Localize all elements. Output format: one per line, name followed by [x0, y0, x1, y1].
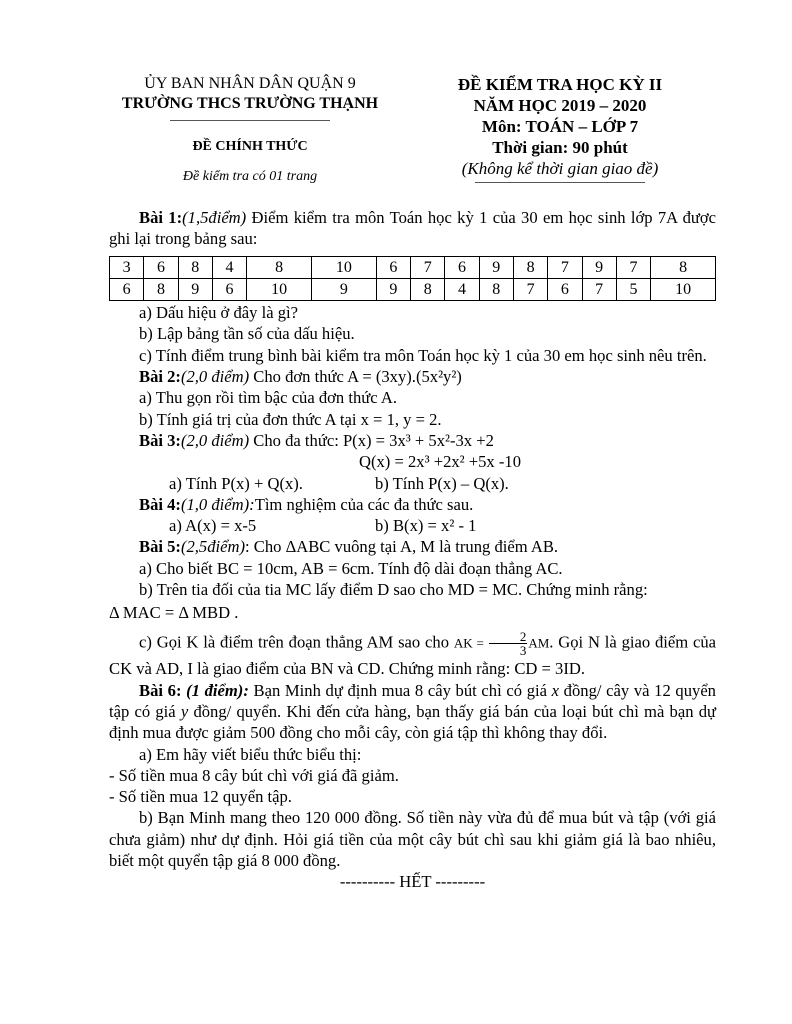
question-4	[109, 494, 716, 515]
table-row	[110, 256, 716, 278]
q6-points: (1 điểm):	[181, 680, 249, 700]
exam-title: ĐỀ KIỂM TRA HỌC KỲ II	[457, 75, 663, 94]
q2-text: Cho đơn thức A = (3xy).(5x²y²)	[249, 367, 462, 387]
table-cell: 7	[616, 256, 650, 278]
q2-points: (2,0 điểm)	[180, 367, 250, 387]
q3-a: a) Tính P(x) + Q(x).	[169, 473, 303, 493]
q1-text: Điểm kiểm tra môn Toán học kỳ 1 của 30 em học sinh lớp 7A được ghi lại trong bảng sau:	[109, 208, 716, 249]
q1-b: b) Lập bảng tần số của dấu hiệu.	[139, 324, 355, 344]
q5-text: : Cho ΔABC vuông tại A, M là trung điểm AB.	[245, 537, 559, 557]
table-cell: 8	[178, 256, 212, 278]
table-cell: 7	[582, 278, 616, 300]
table-cell: 9	[376, 278, 410, 300]
q2-label: Bài 2:	[139, 367, 181, 387]
question-3	[109, 430, 716, 451]
table-cell: 6	[376, 256, 410, 278]
end-marker: ---------- HẾT ---------	[339, 872, 486, 892]
table-cell: 9	[311, 278, 376, 300]
divider	[170, 120, 330, 121]
q6-b: b) Bạn Minh mang theo 120 000 đồng. Số tiền này vừa đủ để mua bút và tập (với giá chưa giảm) như dự định. Hỏi giá tiền của một cây bút chì sau khi giảm giá là bao nhiêu, biết một quyển tập giá 8 000 đồng.	[109, 808, 716, 871]
table-cell: 10	[247, 278, 312, 300]
table-cell: 8	[513, 256, 547, 278]
q5-c	[109, 630, 716, 680]
q4-text: Tìm nghiệm của các đa thức sau.	[254, 494, 474, 514]
q3-label: Bài 3:	[139, 430, 181, 450]
table-cell: 6	[445, 256, 479, 278]
subject: Môn: TOÁN – LỚP 7	[481, 117, 639, 136]
table-cell: 8	[247, 256, 312, 278]
divider	[475, 182, 645, 183]
table-cell: 4	[212, 256, 246, 278]
q3-q-polynomial: Q(x) = 2x³ +2x² +5x -10	[359, 452, 521, 472]
q4-b: b) B(x) = x² - 1	[375, 516, 477, 536]
q5-a: a) Cho biết BC = 10cm, AB = 6cm. Tính độ dài đoạn thẳng AC.	[139, 558, 563, 578]
q5-label: Bài 5:	[139, 537, 181, 557]
q5-c-post: . Gọi N là giao điểm của CK và AD, I là giao điểm của BN và CD. Chứng minh rằng: CD = 3ID.	[109, 631, 717, 678]
table-cell: 7	[411, 256, 445, 278]
q1-c: c) Tính điểm trung bình bài kiểm tra môn Toán học kỳ 1 của 30 em học sinh nêu trên.	[139, 345, 707, 365]
q3-b: b) Tính P(x) – Q(x).	[375, 473, 509, 493]
q1-points: (1,5điểm)	[182, 208, 247, 227]
table-cell: 6	[548, 278, 582, 300]
header-left	[100, 74, 400, 185]
q1-label: Bài 1:	[139, 208, 183, 227]
q6-text-3: đồng/ quyển. Khi đến cửa hàng, bạn thấy giá bán của loại bút chì mà bạn dự định mua được giảm 500 đồng cho mỗi cây, còn giá tập thì không thay đổi.	[109, 701, 717, 743]
question-6	[109, 680, 716, 744]
q6-var-x: x	[551, 680, 560, 700]
q2-b: b) Tính giá trị của đơn thức A tại x = 1, y = 2.	[139, 409, 442, 429]
official-label: ĐỀ CHÍNH THỨC	[192, 139, 308, 154]
q3-points: (2,0 điểm)	[180, 430, 250, 450]
table-cell: 5	[616, 278, 650, 300]
q3-text: Cho đa thức: P(x) = 3x³ + 5x²-3x +2	[249, 430, 494, 450]
q4-a: a) A(x) = x-5	[169, 516, 257, 536]
question-1	[109, 207, 716, 250]
table-cell: 8	[479, 278, 513, 300]
table-cell: 6	[144, 256, 178, 278]
fraction-numerator: 2	[489, 630, 528, 644]
table-cell: 4	[445, 278, 479, 300]
q1-a: a) Dấu hiệu ở đây là gì?	[139, 303, 298, 323]
duration: Thời gian: 90 phút	[492, 138, 628, 157]
school-year: NĂM HỌC 2019 – 2020	[473, 96, 647, 115]
table-row	[110, 278, 716, 300]
q4-points: (1,0 điểm):	[180, 494, 255, 514]
q6-a: a) Em hãy viết biểu thức biểu thị:	[139, 744, 362, 764]
q6-a2: - Số tiền mua 12 quyển tập.	[109, 787, 292, 807]
table-cell: 9	[582, 256, 616, 278]
table-cell: 10	[651, 278, 716, 300]
page-count-note: Đề kiểm tra có 01 trang	[182, 169, 318, 184]
fraction-two-thirds	[489, 630, 528, 657]
q5-c-pre: c) Gọi K là điểm trên đoạn thẳng AM sao cho	[139, 631, 454, 651]
q4-label: Bài 4:	[139, 494, 181, 514]
question-5	[109, 536, 716, 557]
q3-parts	[109, 473, 716, 494]
q5-b: b) Trên tia đối của tia MC lấy điểm D sao cho MD = MC. Chứng minh rằng:	[139, 580, 648, 600]
table-cell: 7	[513, 278, 547, 300]
q5-c-am: AM	[528, 634, 550, 650]
table-cell: 6	[212, 278, 246, 300]
q5-c-ak: AK =	[453, 634, 488, 650]
q2-a: a) Thu gọn rồi tìm bậc của đơn thức A.	[139, 388, 398, 408]
fraction-denominator: 3	[519, 642, 527, 658]
table-cell: 9	[479, 256, 513, 278]
q5-points: (2,5điểm)	[180, 537, 246, 557]
header-right	[410, 74, 710, 183]
q6-text-2: đồng/ cây và 12 quyển tập có giá	[109, 680, 716, 721]
q6-label: Bài 6:	[139, 680, 182, 700]
district-committee: ỦY BAN NHÂN DÂN QUẬN 9	[144, 75, 356, 92]
q4-parts	[109, 515, 716, 536]
table-cell: 7	[548, 256, 582, 278]
table-cell: 6	[110, 278, 144, 300]
table-cell: 10	[311, 256, 376, 278]
table-cell: 8	[651, 256, 716, 278]
scores-table	[109, 256, 716, 302]
table-cell: 8	[144, 278, 178, 300]
q6-a1: - Số tiền mua 8 cây bút chì với giá đã giảm.	[109, 765, 399, 785]
school-name: TRƯỜNG THCS TRƯỜNG THẠNH	[121, 95, 379, 112]
q6-text-1: Bạn Minh dự định mua 8 cây bút chì có giá	[248, 680, 552, 700]
q5-b-conclusion: Δ MAC = Δ MBD .	[109, 603, 239, 623]
q6-var-y: y	[180, 701, 189, 721]
table-cell: 9	[178, 278, 212, 300]
table-cell: 8	[411, 278, 445, 300]
table-cell: 3	[110, 256, 144, 278]
exam-body	[109, 207, 716, 893]
duration-note: (Không kể thời gian giao đề)	[461, 159, 659, 178]
question-2	[109, 366, 716, 387]
